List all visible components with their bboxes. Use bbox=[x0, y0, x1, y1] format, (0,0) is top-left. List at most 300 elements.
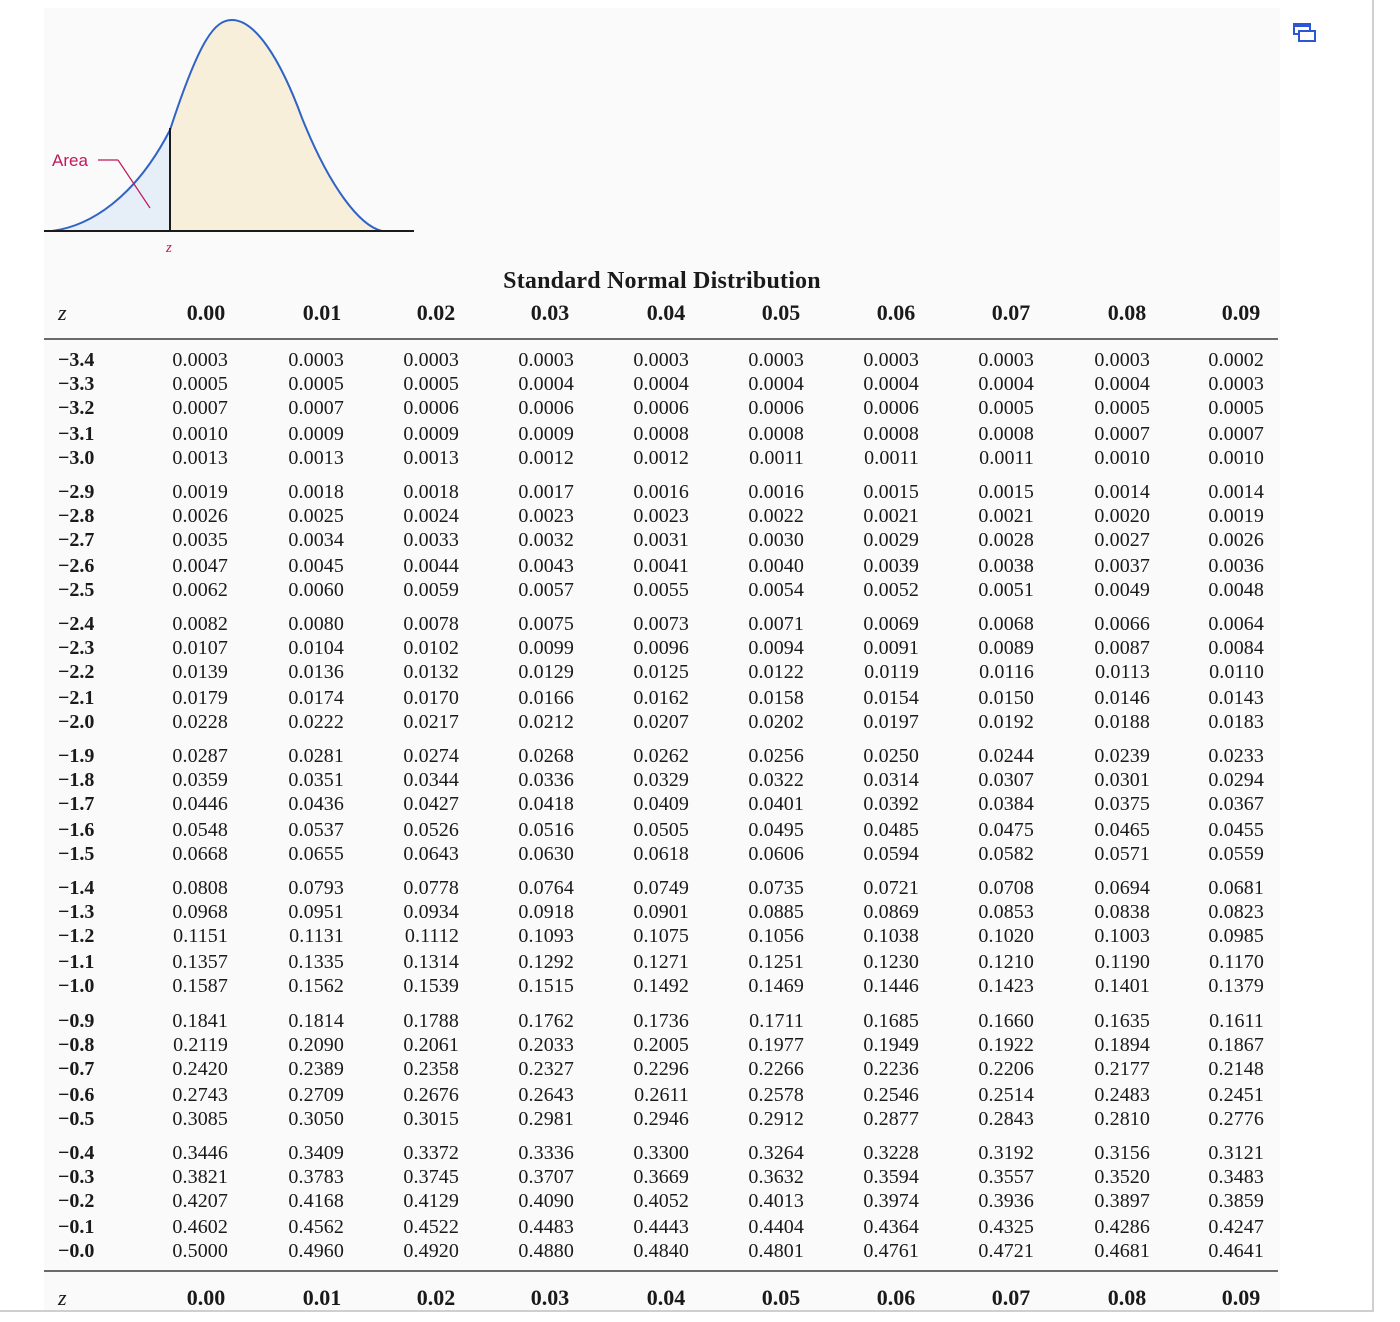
table-cell: 0.4483 bbox=[518, 1216, 574, 1238]
table-cell: 0.4052 bbox=[633, 1190, 689, 1212]
table-cell: 0.1469 bbox=[748, 975, 804, 997]
z-row-label: −3.2 bbox=[58, 397, 95, 419]
table-cell: 0.2451 bbox=[1208, 1084, 1264, 1106]
table-cell: 0.0003 bbox=[172, 349, 228, 371]
table-cell: 0.2296 bbox=[633, 1058, 689, 1080]
table-cell: 0.0375 bbox=[1094, 793, 1150, 815]
table-cell: 0.1210 bbox=[978, 951, 1034, 973]
z-row-label: −0.2 bbox=[58, 1190, 95, 1212]
table-cell: 0.0005 bbox=[978, 397, 1034, 419]
z-row-label: −3.1 bbox=[58, 423, 95, 445]
table-cell: 0.0009 bbox=[288, 423, 344, 445]
z-row-label: −2.4 bbox=[58, 613, 95, 635]
table-cell: 0.2327 bbox=[518, 1058, 574, 1080]
z-row-label: −0.3 bbox=[58, 1166, 95, 1188]
header-bottom-col-1: 0.01 bbox=[302, 1285, 342, 1310]
header-top-col-3: 0.03 bbox=[530, 300, 570, 325]
table-cell: 0.0047 bbox=[172, 555, 228, 577]
table-cell: 0.4325 bbox=[978, 1216, 1034, 1238]
table-cell: 0.0222 bbox=[288, 711, 344, 733]
table-cell: 0.0013 bbox=[288, 447, 344, 469]
table-cell: 0.0359 bbox=[172, 769, 228, 791]
table-title: Standard Normal Distribution bbox=[503, 268, 821, 294]
table-cell: 0.4013 bbox=[748, 1190, 804, 1212]
table-cell: 0.0049 bbox=[1094, 579, 1150, 601]
table-cell: 0.4286 bbox=[1094, 1216, 1150, 1238]
table-cell: 0.3520 bbox=[1094, 1166, 1150, 1188]
table-cell: 0.1894 bbox=[1094, 1034, 1150, 1056]
table-cell: 0.0287 bbox=[172, 745, 228, 767]
table-cell: 0.3015 bbox=[403, 1108, 459, 1130]
table-cell: 0.0183 bbox=[1208, 711, 1264, 733]
table-cell: 0.0749 bbox=[633, 877, 689, 899]
table-cell: 0.3745 bbox=[403, 1166, 459, 1188]
table-cell: 0.0055 bbox=[633, 579, 689, 601]
z-row-label: −1.3 bbox=[58, 901, 95, 923]
table-cell: 0.0427 bbox=[403, 793, 459, 815]
table-cell: 0.0003 bbox=[633, 349, 689, 371]
table-cell: 0.0039 bbox=[863, 555, 919, 577]
table-cell: 0.0029 bbox=[863, 529, 919, 551]
table-cell: 0.2389 bbox=[288, 1058, 344, 1080]
z-row-label: −3.4 bbox=[58, 349, 95, 371]
header-bottom-z-label: z bbox=[58, 1285, 67, 1310]
table-cell: 0.0968 bbox=[172, 901, 228, 923]
header-bottom-col-3: 0.03 bbox=[530, 1285, 570, 1310]
table-cell: 0.0008 bbox=[863, 423, 919, 445]
table-cell: 0.0014 bbox=[1208, 481, 1264, 503]
table-cell: 0.0495 bbox=[748, 819, 804, 841]
table-cell: 0.0003 bbox=[403, 349, 459, 371]
table-cell: 0.0009 bbox=[518, 423, 574, 445]
table-cell: 0.0051 bbox=[978, 579, 1034, 601]
table-cell: 0.0170 bbox=[403, 687, 459, 709]
table-cell: 0.4247 bbox=[1208, 1216, 1264, 1238]
table-cell: 0.3707 bbox=[518, 1166, 574, 1188]
table-cell: 0.0006 bbox=[633, 397, 689, 419]
table-cell: 0.0045 bbox=[288, 555, 344, 577]
table-cell: 0.0069 bbox=[863, 613, 919, 635]
table-cell: 0.3594 bbox=[863, 1166, 919, 1188]
table-cell: 0.1762 bbox=[518, 1010, 574, 1032]
table-cell: 0.0351 bbox=[288, 769, 344, 791]
table-cell: 0.2611 bbox=[634, 1084, 689, 1106]
table-cell: 0.0808 bbox=[172, 877, 228, 899]
table-cell: 0.1515 bbox=[518, 975, 574, 997]
table-cell: 0.0004 bbox=[518, 373, 574, 395]
table-cell: 0.0007 bbox=[172, 397, 228, 419]
table-cell: 0.0179 bbox=[172, 687, 228, 709]
table-cell: 0.0004 bbox=[633, 373, 689, 395]
z-row-label: −0.8 bbox=[58, 1034, 95, 1056]
table-cell: 0.0643 bbox=[403, 843, 459, 865]
table-cell: 0.1562 bbox=[288, 975, 344, 997]
header-bottom-col-5: 0.05 bbox=[761, 1285, 801, 1310]
table-cell: 0.2877 bbox=[863, 1108, 919, 1130]
table-cell: 0.1292 bbox=[518, 951, 574, 973]
table-cell: 0.0582 bbox=[978, 843, 1034, 865]
table-cell: 0.0035 bbox=[172, 529, 228, 551]
table-cell: 0.5000 bbox=[172, 1240, 228, 1262]
table-cell: 0.0174 bbox=[288, 687, 344, 709]
z-row-label: −2.0 bbox=[58, 711, 95, 733]
table-cell: 0.0041 bbox=[633, 555, 689, 577]
table-cell: 0.1635 bbox=[1094, 1010, 1150, 1032]
table-cell: 0.0322 bbox=[748, 769, 804, 791]
table-cell: 0.0094 bbox=[748, 637, 804, 659]
table-cell: 0.0212 bbox=[518, 711, 574, 733]
table-cell: 0.0102 bbox=[403, 637, 459, 659]
table-cell: 0.0003 bbox=[978, 349, 1034, 371]
table-cell: 0.1075 bbox=[633, 925, 689, 947]
table-cell: 0.3632 bbox=[748, 1166, 804, 1188]
table-cell: 0.1711 bbox=[749, 1010, 804, 1032]
table-cell: 0.0158 bbox=[748, 687, 804, 709]
table-cell: 0.1357 bbox=[172, 951, 228, 973]
table-cell: 0.0708 bbox=[978, 877, 1034, 899]
table-cell: 0.1230 bbox=[863, 951, 919, 973]
table-cell: 0.1093 bbox=[518, 925, 574, 947]
table-cell: 0.0314 bbox=[863, 769, 919, 791]
table-cell: 0.0166 bbox=[518, 687, 574, 709]
z-row-label: −1.6 bbox=[58, 819, 95, 841]
table-cell: 0.0023 bbox=[518, 505, 574, 527]
table-cell: 0.0110 bbox=[1209, 661, 1264, 683]
table-cell: 0.0107 bbox=[172, 637, 228, 659]
table-cell: 0.4960 bbox=[288, 1240, 344, 1262]
table-cell: 0.4364 bbox=[863, 1216, 919, 1238]
table-cell: 0.3121 bbox=[1208, 1142, 1264, 1164]
table-cell: 0.4721 bbox=[978, 1240, 1034, 1262]
z-row-label: −0.6 bbox=[58, 1084, 95, 1106]
table-cell: 0.1539 bbox=[403, 975, 459, 997]
table-cell: 0.0262 bbox=[633, 745, 689, 767]
table-cell: 0.0012 bbox=[633, 447, 689, 469]
table-cell: 0.2236 bbox=[863, 1058, 919, 1080]
table-cell: 0.0016 bbox=[633, 481, 689, 503]
table-cell: 0.0307 bbox=[978, 769, 1034, 791]
table-cell: 0.0125 bbox=[633, 661, 689, 683]
table-cell: 0.1492 bbox=[633, 975, 689, 997]
table-cell: 0.0793 bbox=[288, 877, 344, 899]
unshaded-region bbox=[170, 20, 382, 231]
table-cell: 0.0006 bbox=[748, 397, 804, 419]
table-cell: 0.1314 bbox=[403, 951, 459, 973]
table-cell: 0.0418 bbox=[518, 793, 574, 815]
table-cell: 0.0021 bbox=[863, 505, 919, 527]
table-cell: 0.2578 bbox=[748, 1084, 804, 1106]
table-cell: 0.0057 bbox=[518, 579, 574, 601]
table-cell: 0.0668 bbox=[172, 843, 228, 865]
header-top-z-label: z bbox=[58, 300, 67, 325]
table-cell: 0.2061 bbox=[403, 1034, 459, 1056]
table-cell: 0.4920 bbox=[403, 1240, 459, 1262]
table-cell: 0.0019 bbox=[1208, 505, 1264, 527]
table-cell: 0.2148 bbox=[1208, 1058, 1264, 1080]
table-cell: 0.0013 bbox=[403, 447, 459, 469]
z-row-label: −1.8 bbox=[58, 769, 95, 791]
table-cell: 0.0516 bbox=[518, 819, 574, 841]
table-cell: 0.0003 bbox=[1208, 373, 1264, 395]
table-cell: 0.0059 bbox=[403, 579, 459, 601]
table-cell: 0.0139 bbox=[172, 661, 228, 683]
table-cell: 0.0007 bbox=[288, 397, 344, 419]
table-cell: 0.3446 bbox=[172, 1142, 228, 1164]
z-row-label: −0.7 bbox=[58, 1058, 95, 1080]
table-cell: 0.3228 bbox=[863, 1142, 919, 1164]
z-row-label: −0.5 bbox=[58, 1108, 95, 1130]
table-cell: 0.0030 bbox=[748, 529, 804, 551]
table-cell: 0.0694 bbox=[1094, 877, 1150, 899]
table-cell: 0.2514 bbox=[978, 1084, 1034, 1106]
table-cell: 0.0024 bbox=[403, 505, 459, 527]
table-cell: 0.0014 bbox=[1094, 481, 1150, 503]
table-cell: 0.0010 bbox=[1094, 447, 1150, 469]
table-cell: 0.0004 bbox=[748, 373, 804, 395]
table-cell: 0.4641 bbox=[1208, 1240, 1264, 1262]
table-cell: 0.0036 bbox=[1208, 555, 1264, 577]
table-cell: 0.0409 bbox=[633, 793, 689, 815]
header-top-col-9: 0.09 bbox=[1221, 300, 1261, 325]
table-cell: 0.0113 bbox=[1095, 661, 1150, 683]
table-cell: 0.0594 bbox=[863, 843, 919, 865]
table-cell: 0.0011 bbox=[979, 447, 1034, 469]
table-cell: 0.3050 bbox=[288, 1108, 344, 1130]
table-cell: 0.1423 bbox=[978, 975, 1034, 997]
z-row-label: −3.3 bbox=[58, 373, 95, 395]
z-row-label: −0.9 bbox=[58, 1010, 95, 1032]
table-cell: 0.1587 bbox=[172, 975, 228, 997]
table-cell: 0.0009 bbox=[403, 423, 459, 445]
table-cell: 0.0037 bbox=[1094, 555, 1150, 577]
table-cell: 0.1335 bbox=[288, 951, 344, 973]
table-cell: 0.0003 bbox=[863, 349, 919, 371]
table-cell: 0.1251 bbox=[748, 951, 804, 973]
table-cell: 0.0934 bbox=[403, 901, 459, 923]
table-cell: 0.0465 bbox=[1094, 819, 1150, 841]
table-cell: 0.0016 bbox=[748, 481, 804, 503]
table-cell: 0.0073 bbox=[633, 613, 689, 635]
table-cell: 0.4207 bbox=[172, 1190, 228, 1212]
table-cell: 0.1379 bbox=[1208, 975, 1264, 997]
table-cell: 0.0764 bbox=[518, 877, 574, 899]
table-cell: 0.1131 bbox=[289, 925, 344, 947]
table-cell: 0.0091 bbox=[863, 637, 919, 659]
table-cell: 0.2483 bbox=[1094, 1084, 1150, 1106]
table-cell: 0.1038 bbox=[863, 925, 919, 947]
table-cell: 0.0233 bbox=[1208, 745, 1264, 767]
table-cell: 0.0003 bbox=[1094, 349, 1150, 371]
table-cell: 0.0099 bbox=[518, 637, 574, 659]
table-cell: 0.1271 bbox=[633, 951, 689, 973]
table-cell: 0.4681 bbox=[1094, 1240, 1150, 1262]
table-cell: 0.0329 bbox=[633, 769, 689, 791]
table-cell: 0.2090 bbox=[288, 1034, 344, 1056]
table-cell: 0.0630 bbox=[518, 843, 574, 865]
table-cell: 0.0020 bbox=[1094, 505, 1150, 527]
table-cell: 0.3669 bbox=[633, 1166, 689, 1188]
table-cell: 0.0823 bbox=[1208, 901, 1264, 923]
table-cell: 0.0132 bbox=[403, 661, 459, 683]
table-cell: 0.0485 bbox=[863, 819, 919, 841]
z-row-label: −0.0 bbox=[58, 1240, 95, 1262]
table-cell: 0.3783 bbox=[288, 1166, 344, 1188]
table-cell: 0.3859 bbox=[1208, 1190, 1264, 1212]
table-cell: 0.0032 bbox=[518, 529, 574, 551]
z-axis-label: z bbox=[166, 240, 172, 256]
table-cell: 0.0505 bbox=[633, 819, 689, 841]
table-cell: 0.0028 bbox=[978, 529, 1034, 551]
table-cell: 0.0129 bbox=[518, 661, 574, 683]
table-cell: 0.0202 bbox=[748, 711, 804, 733]
table-cell: 0.2420 bbox=[172, 1058, 228, 1080]
table-cell: 0.4880 bbox=[518, 1240, 574, 1262]
table-cell: 0.0951 bbox=[288, 901, 344, 923]
table-cell: 0.4404 bbox=[748, 1216, 804, 1238]
table-cell: 0.0207 bbox=[633, 711, 689, 733]
table-cell: 0.0446 bbox=[172, 793, 228, 815]
table-cell: 0.1401 bbox=[1094, 975, 1150, 997]
table-cell: 0.0027 bbox=[1094, 529, 1150, 551]
table-cell: 0.0005 bbox=[403, 373, 459, 395]
table-cell: 0.3936 bbox=[978, 1190, 1034, 1212]
table-cell: 0.4761 bbox=[863, 1240, 919, 1262]
table-cell: 0.2709 bbox=[288, 1084, 344, 1106]
table-cell: 0.0011 bbox=[864, 447, 919, 469]
header-top-col-7: 0.07 bbox=[991, 300, 1031, 325]
header-top-col-0: 0.00 bbox=[186, 300, 226, 325]
table-cell: 0.0008 bbox=[978, 423, 1034, 445]
table-cell: 0.0064 bbox=[1208, 613, 1264, 635]
table-cell: 0.0006 bbox=[403, 397, 459, 419]
table-cell: 0.0052 bbox=[863, 579, 919, 601]
table-cell: 0.2033 bbox=[518, 1034, 574, 1056]
table-cell: 0.0008 bbox=[633, 423, 689, 445]
table-cell: 0.3821 bbox=[172, 1166, 228, 1188]
table-cell: 0.0004 bbox=[863, 373, 919, 395]
z-row-label: −2.6 bbox=[58, 555, 95, 577]
table-cell: 0.4522 bbox=[403, 1216, 459, 1238]
table-cell: 0.1814 bbox=[288, 1010, 344, 1032]
table-cell: 0.0104 bbox=[288, 637, 344, 659]
table-cell: 0.0548 bbox=[172, 819, 228, 841]
table-cell: 0.0885 bbox=[748, 901, 804, 923]
table-cell: 0.0075 bbox=[518, 613, 574, 635]
table-cell: 0.0136 bbox=[288, 661, 344, 683]
table-cell: 0.0015 bbox=[863, 481, 919, 503]
header-top-rule bbox=[44, 338, 1278, 340]
table-cell: 0.0778 bbox=[403, 877, 459, 899]
table-cell: 0.0217 bbox=[403, 711, 459, 733]
table-cell: 0.0007 bbox=[1094, 423, 1150, 445]
table-cell: 0.0054 bbox=[748, 579, 804, 601]
table-cell: 0.3974 bbox=[863, 1190, 919, 1212]
table-cell: 0.1611 bbox=[1209, 1010, 1264, 1032]
table-cell: 0.0018 bbox=[288, 481, 344, 503]
table-cell: 0.0015 bbox=[978, 481, 1034, 503]
expand-window-icon bbox=[1290, 20, 1318, 46]
table-cell: 0.0026 bbox=[172, 505, 228, 527]
table-cell: 0.2358 bbox=[403, 1058, 459, 1080]
table-cell: 0.2177 bbox=[1094, 1058, 1150, 1080]
z-row-label: −0.1 bbox=[58, 1216, 95, 1238]
table-cell: 0.0011 bbox=[749, 447, 804, 469]
table-cell: 0.0274 bbox=[403, 745, 459, 767]
table-cell: 0.0838 bbox=[1094, 901, 1150, 923]
header-bottom-col-4: 0.04 bbox=[646, 1285, 686, 1310]
expand-window-button[interactable] bbox=[1290, 20, 1318, 46]
table-cell: 0.0250 bbox=[863, 745, 919, 767]
table-cell: 0.0116 bbox=[979, 661, 1034, 683]
table-cell: 0.0392 bbox=[863, 793, 919, 815]
table-cell: 0.3300 bbox=[633, 1142, 689, 1164]
table-cell: 0.0007 bbox=[1208, 423, 1264, 445]
table-cell: 0.0268 bbox=[518, 745, 574, 767]
table-cell: 0.3409 bbox=[288, 1142, 344, 1164]
table-cell: 0.2005 bbox=[633, 1034, 689, 1056]
table-cell: 0.1867 bbox=[1208, 1034, 1264, 1056]
table-cell: 0.1446 bbox=[863, 975, 919, 997]
z-row-label: −2.5 bbox=[58, 579, 95, 601]
table-cell: 0.0025 bbox=[288, 505, 344, 527]
table-cell: 0.0096 bbox=[633, 637, 689, 659]
table-cell: 0.0060 bbox=[288, 579, 344, 601]
table-cell: 0.0071 bbox=[748, 613, 804, 635]
table-cell: 0.0019 bbox=[172, 481, 228, 503]
normal-curve-figure bbox=[40, 8, 420, 258]
table-cell: 0.0002 bbox=[1208, 349, 1264, 371]
table-cell: 0.2643 bbox=[518, 1084, 574, 1106]
table-cell: 0.1112 bbox=[404, 925, 459, 947]
table-cell: 0.0040 bbox=[748, 555, 804, 577]
header-top-col-4: 0.04 bbox=[646, 300, 686, 325]
table-cell: 0.0239 bbox=[1094, 745, 1150, 767]
table-cell: 0.0017 bbox=[518, 481, 574, 503]
table-cell: 0.0034 bbox=[288, 529, 344, 551]
header-bottom-col-6: 0.06 bbox=[876, 1285, 916, 1310]
table-cell: 0.4562 bbox=[288, 1216, 344, 1238]
table-cell: 0.3483 bbox=[1208, 1166, 1264, 1188]
table-cell: 0.0256 bbox=[748, 745, 804, 767]
table-cell: 0.0004 bbox=[1094, 373, 1150, 395]
table-cell: 0.0294 bbox=[1208, 769, 1264, 791]
table-cell: 0.1151 bbox=[173, 925, 228, 947]
table-cell: 0.0010 bbox=[172, 423, 228, 445]
header-bottom-col-2: 0.02 bbox=[416, 1285, 456, 1310]
z-row-label: −1.7 bbox=[58, 793, 95, 815]
table-cell: 0.4168 bbox=[288, 1190, 344, 1212]
z-row-label: −2.7 bbox=[58, 529, 95, 551]
table-cell: 0.3156 bbox=[1094, 1142, 1150, 1164]
z-row-label: −1.9 bbox=[58, 745, 95, 767]
table-cell: 0.1003 bbox=[1094, 925, 1150, 947]
table-cell: 0.4840 bbox=[633, 1240, 689, 1262]
header-bottom-col-8: 0.08 bbox=[1107, 1285, 1147, 1310]
table-cell: 0.0031 bbox=[633, 529, 689, 551]
table-cell: 0.0066 bbox=[1094, 613, 1150, 635]
table-cell: 0.0005 bbox=[1208, 397, 1264, 419]
table-cell: 0.0062 bbox=[172, 579, 228, 601]
table-cell: 0.0038 bbox=[978, 555, 1034, 577]
table-cell: 0.2981 bbox=[518, 1108, 574, 1130]
table-cell: 0.4602 bbox=[172, 1216, 228, 1238]
table-cell: 0.0143 bbox=[1208, 687, 1264, 709]
table-cell: 0.0003 bbox=[518, 349, 574, 371]
table-cell: 0.0455 bbox=[1208, 819, 1264, 841]
table-cell: 0.0078 bbox=[403, 613, 459, 635]
table-cell: 0.0006 bbox=[863, 397, 919, 419]
frame-border-right bbox=[1372, 0, 1374, 1312]
